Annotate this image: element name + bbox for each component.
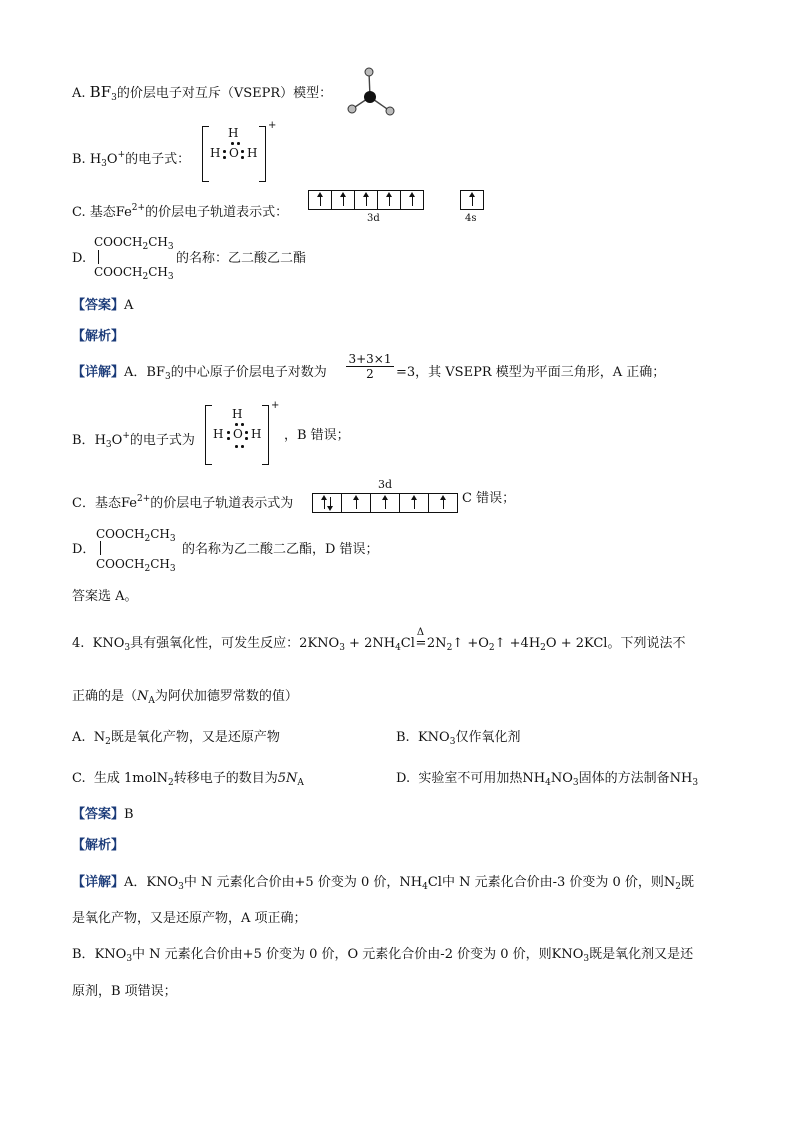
q3-option-d-label: D. (72, 251, 87, 266)
q4-analysis-tag: 【解析】 (72, 838, 125, 853)
q4-detail-b-line1: B．$KNO_3$中 N 元素化合价由+5 价变为 0 价，O 元素化合价由-2 价变为 0 价，则$KNO_3$既是氧化剂又是还 (72, 947, 694, 964)
q4-stem-line1: 4. $KNO_3$具有强氧化性，可发生反应：$2KNO_3 + 2NH_4Cl$ Δ $=2N_2↑$ $+O_2↑ +4H_2O + 2KCl$。下列说法不 (72, 627, 686, 653)
q3-detail-a: 【详解】A．$BF_3$的中心原子价层电子对数为 (72, 365, 327, 382)
q4-detail-a-line2: 是氧化产物，又是还原产物，A 项正确； (72, 911, 307, 926)
q3-fraction: $\frac{3+3\times 1}{2}$ (346, 352, 394, 381)
q3-option-d-text: 的名称：乙二酸乙二酯 (176, 251, 307, 266)
detail-orbital-3d-label: 3d (378, 478, 393, 491)
orbital-3d-label: 3d (367, 213, 380, 224)
q3-option-d-struct-bottom: $COOCH_2CH_3$ (94, 265, 174, 282)
q3-option-d-struct-top: $COOCH_2CH_3$ (94, 235, 174, 252)
q3-detail-b-tail: ，B 错误； (284, 428, 350, 443)
h3o-lewis-structure-detail: H H O H (205, 405, 269, 465)
q3-detail-c-tail: C 错误； (462, 491, 516, 506)
lewis-charge: + (268, 120, 277, 131)
struct-bond (98, 250, 99, 264)
struct-bond-detail (100, 541, 101, 555)
bf3-vsepr-model-image (340, 64, 404, 120)
q3-detail-b: B．$H_3O^+$的电子式为 (72, 431, 195, 450)
q3-detail-d-label: D． (72, 542, 96, 557)
q4-stem-line2: 正确的是（$N_A$为阿伏加德罗常数的值） (72, 689, 298, 706)
q3-answer: 【答案】A (72, 298, 134, 313)
q3-detail-d-text: 的名称为乙二酸二乙酯，D 错误； (182, 542, 379, 557)
q4-option-a: A. $N_2$既是氧化产物，又是还原产物 (72, 730, 280, 747)
orbital-diagram-3d-detail (312, 493, 458, 513)
q3-option-a: A. $BF_3$的价层电子对互斥（VSEPR）模型： (72, 83, 333, 103)
q4-detail-b-line2: 原剂，B 项错误； (72, 984, 177, 999)
orbital-4s-label: 4s (465, 213, 477, 224)
q3-conclusion: 答案选 A。 (72, 589, 138, 604)
q3-detail-a-tail: =3，其 VSEPR 模型为平面三角形，A 正确； (396, 365, 666, 380)
h3o-lewis-structure: H H O H (202, 126, 266, 182)
q3-detail-d-struct-top: $COOCH_2CH_3$ (96, 527, 176, 544)
q4-option-b: B. $KNO_3$仅作氧化剂 (396, 730, 521, 747)
q4-detail-a-line1: 【详解】A．$KNO_3$中 N 元素化合价由+5 价变为 0 价，$NH_4Cl$中 N 元素化合价由-3 价变为 0 价，则$N_2$既 (72, 875, 695, 892)
q4-answer: 【答案】B (72, 807, 134, 822)
q3-analysis-tag: 【解析】 (72, 329, 125, 344)
q3-detail-d-struct-bottom: $COOCH_2CH_3$ (96, 557, 176, 574)
q3-detail-c: C．基态$Fe^{2+}$的价层电子轨道表示式为 (72, 494, 294, 511)
orbital-diagram-4s (460, 190, 484, 210)
lewis-charge-detail: + (271, 400, 280, 411)
q4-option-c: C. 生成 1molN$_2$转移电子的数目为$5N_A$ (72, 771, 304, 788)
orbital-diagram-3d (308, 190, 424, 210)
q4-option-d: D. 实验室不可用加热$NH_4NO_3$固体的方法制备$NH_3$ (396, 771, 699, 788)
q3-option-b: B. $H_3O^+$的电子式： (72, 150, 191, 169)
q3-option-c: C. 基态$Fe^{2+}$的价层电子轨道表示式： (72, 203, 289, 220)
